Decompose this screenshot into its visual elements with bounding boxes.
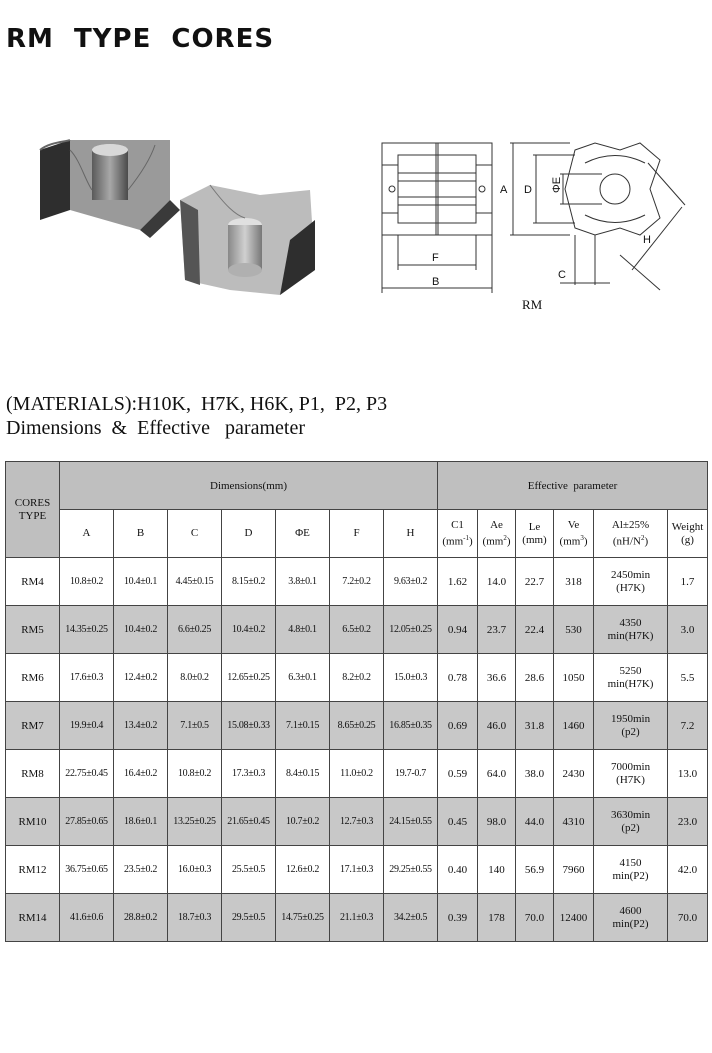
cell-dimension: 4.45±0.15 xyxy=(168,558,222,606)
cell-dimension: 17.1±0.3 xyxy=(330,846,384,894)
cell-effective: 140 xyxy=(478,846,516,894)
cell-dimension: 15.08±0.33 xyxy=(222,702,276,750)
cell-core-type: RM8 xyxy=(6,750,60,798)
top-view xyxy=(510,143,685,290)
cell-effective: 22.7 xyxy=(516,558,554,606)
cell-effective: 38.0 xyxy=(516,750,554,798)
cell-dimension: 8.65±0.25 xyxy=(330,702,384,750)
cell-al: 4150 min(P2) xyxy=(594,846,668,894)
cell-dimension: 7.1±0.15 xyxy=(276,702,330,750)
cell-effective: 1.62 xyxy=(438,558,478,606)
col-dim-1: B xyxy=(114,510,168,558)
label-h: H xyxy=(643,234,651,246)
cell-effective: 1460 xyxy=(554,702,594,750)
cell-dimension: 6.5±0.2 xyxy=(330,606,384,654)
section-subtitle: Dimensions & Effective parameter xyxy=(6,417,305,439)
table-row xyxy=(6,702,708,750)
table-row xyxy=(6,606,708,654)
cell-effective: 28.6 xyxy=(516,654,554,702)
cell-al: 4350 min(H7K) xyxy=(594,606,668,654)
cell-effective: 64.0 xyxy=(478,750,516,798)
cell-dimension: 10.8±0.2 xyxy=(60,558,114,606)
materials-line: (MATERIALS):H10K, H7K, H6K, P1, P2, P3 xyxy=(6,393,388,415)
col-cores-type: CORES TYPE xyxy=(6,462,60,558)
cell-effective: 14.0 xyxy=(478,558,516,606)
cell-dimension: 13.25±0.25 xyxy=(168,798,222,846)
cell-al: 2450min (H7K) xyxy=(594,558,668,606)
cell-effective: 22.4 xyxy=(516,606,554,654)
cell-effective: 0.39 xyxy=(438,894,478,942)
table-row xyxy=(6,654,708,702)
col-eff-0: C1 $(mm^{-1})$ xyxy=(438,510,478,558)
col-dim-5: F xyxy=(330,510,384,558)
dimensions-group-header: Dimensions(mm) xyxy=(60,462,438,510)
cell-effective: 46.0 xyxy=(478,702,516,750)
cell-effective: 98.0 xyxy=(478,798,516,846)
cell-dimension: 8.0±0.2 xyxy=(168,654,222,702)
cell-dimension: 16.4±0.2 xyxy=(114,750,168,798)
cell-effective: 12400 xyxy=(554,894,594,942)
cell-dimension: 12.05±0.25 xyxy=(384,606,438,654)
col-eff-4: Al±25% $(nH/N^2)$ xyxy=(594,510,668,558)
cell-dimension: 19.9±0.4 xyxy=(60,702,114,750)
cell-dimension: 7.2±0.2 xyxy=(330,558,384,606)
cell-dimension: 18.7±0.3 xyxy=(168,894,222,942)
cell-dimension: 17.6±0.3 xyxy=(60,654,114,702)
rm-core-diagram xyxy=(370,125,700,325)
cell-dimension: 11.0±0.2 xyxy=(330,750,384,798)
col-dim-0: A xyxy=(60,510,114,558)
diagram-caption: RM xyxy=(522,297,543,312)
cell-weight: 23.0 xyxy=(668,798,708,846)
cell-dimension: 8.2±0.2 xyxy=(330,654,384,702)
cell-dimension: 18.6±0.1 xyxy=(114,798,168,846)
cell-dimension: 7.1±0.5 xyxy=(168,702,222,750)
cell-effective: 7960 xyxy=(554,846,594,894)
cell-weight: 70.0 xyxy=(668,894,708,942)
cell-weight: 7.2 xyxy=(668,702,708,750)
cell-dimension: 10.4±0.1 xyxy=(114,558,168,606)
cell-dimension: 4.8±0.1 xyxy=(276,606,330,654)
table-row xyxy=(6,846,708,894)
table-row xyxy=(6,558,708,606)
cell-al: 5250 min(H7K) xyxy=(594,654,668,702)
cell-effective: 0.94 xyxy=(438,606,478,654)
label-d: D xyxy=(524,184,532,196)
cell-dimension: 10.7±0.2 xyxy=(276,798,330,846)
table-row xyxy=(6,798,708,846)
cell-dimension: 10.8±0.2 xyxy=(168,750,222,798)
table-row xyxy=(6,750,708,798)
cell-dimension: 9.63±0.2 xyxy=(384,558,438,606)
cell-effective: 36.6 xyxy=(478,654,516,702)
cell-dimension: 22.75±0.45 xyxy=(60,750,114,798)
cell-al: 7000min (H7K) xyxy=(594,750,668,798)
cell-dimension: 12.6±0.2 xyxy=(276,846,330,894)
cell-core-type: RM6 xyxy=(6,654,60,702)
cell-dimension: 14.35±0.25 xyxy=(60,606,114,654)
cell-dimension: 19.7-0.7 xyxy=(384,750,438,798)
cell-dimension: 10.4±0.2 xyxy=(222,606,276,654)
cell-core-type: RM14 xyxy=(6,894,60,942)
cell-effective: 1050 xyxy=(554,654,594,702)
cell-effective: 23.7 xyxy=(478,606,516,654)
front-view xyxy=(382,143,492,293)
cell-dimension: 34.2±0.5 xyxy=(384,894,438,942)
cell-core-type: RM7 xyxy=(6,702,60,750)
cell-effective: 70.0 xyxy=(516,894,554,942)
cell-dimension: 14.75±0.25 xyxy=(276,894,330,942)
cell-dimension: 17.3±0.3 xyxy=(222,750,276,798)
col-dim-6: H xyxy=(384,510,438,558)
cell-al: 3630min (p2) xyxy=(594,798,668,846)
cell-core-type: RM10 xyxy=(6,798,60,846)
cell-dimension: 3.8±0.1 xyxy=(276,558,330,606)
cell-effective: 44.0 xyxy=(516,798,554,846)
label-f: F xyxy=(432,252,439,264)
cell-effective: 0.78 xyxy=(438,654,478,702)
cell-core-type: RM5 xyxy=(6,606,60,654)
cell-dimension: 29.5±0.5 xyxy=(222,894,276,942)
cell-dimension: 27.85±0.65 xyxy=(60,798,114,846)
cell-dimension: 6.6±0.25 xyxy=(168,606,222,654)
cell-effective: 318 xyxy=(554,558,594,606)
cell-dimension: 29.25±0.55 xyxy=(384,846,438,894)
col-eff-5: Weight (g) xyxy=(668,510,708,558)
cell-effective: 178 xyxy=(478,894,516,942)
cell-effective: 4310 xyxy=(554,798,594,846)
cell-al: 4600 min(P2) xyxy=(594,894,668,942)
cell-dimension: 36.75±0.65 xyxy=(60,846,114,894)
core-half-left xyxy=(40,140,180,238)
cell-dimension: 8.15±0.2 xyxy=(222,558,276,606)
cell-dimension: 8.4±0.15 xyxy=(276,750,330,798)
cell-effective: 0.69 xyxy=(438,702,478,750)
cell-dimension: 6.3±0.1 xyxy=(276,654,330,702)
cell-dimension: 25.5±0.5 xyxy=(222,846,276,894)
cell-dimension: 21.1±0.3 xyxy=(330,894,384,942)
cell-effective: 0.45 xyxy=(438,798,478,846)
cell-weight: 42.0 xyxy=(668,846,708,894)
cell-effective: 0.40 xyxy=(438,846,478,894)
label-b: B xyxy=(432,276,440,288)
materials-block xyxy=(6,392,387,440)
cell-effective: 2430 xyxy=(554,750,594,798)
col-eff-1: Ae $(mm^2)$ xyxy=(478,510,516,558)
rm-specs-table xyxy=(5,461,708,942)
effective-group-header: Effective parameter xyxy=(438,462,708,510)
cell-core-type: RM4 xyxy=(6,558,60,606)
col-dim-3: D xyxy=(222,510,276,558)
cell-dimension: 41.6±0.6 xyxy=(60,894,114,942)
cell-weight: 13.0 xyxy=(668,750,708,798)
core-half-right xyxy=(180,185,315,295)
cell-effective: 530 xyxy=(554,606,594,654)
cell-dimension: 15.0±0.3 xyxy=(384,654,438,702)
cell-dimension: 10.4±0.2 xyxy=(114,606,168,654)
cell-dimension: 21.65±0.45 xyxy=(222,798,276,846)
cell-dimension: 16.0±0.3 xyxy=(168,846,222,894)
cell-core-type: RM12 xyxy=(6,846,60,894)
cell-weight: 1.7 xyxy=(668,558,708,606)
cell-al: 1950min (p2) xyxy=(594,702,668,750)
cell-dimension: 12.7±0.3 xyxy=(330,798,384,846)
page-title: RM TYPE CORES xyxy=(6,24,275,54)
cell-dimension: 12.65±0.25 xyxy=(222,654,276,702)
cell-dimension: 24.15±0.55 xyxy=(384,798,438,846)
table-row xyxy=(6,894,708,942)
col-eff-2: Le (mm) xyxy=(516,510,554,558)
cell-effective: 0.59 xyxy=(438,750,478,798)
cell-dimension: 16.85±0.35 xyxy=(384,702,438,750)
col-dim-2: C xyxy=(168,510,222,558)
cell-weight: 5.5 xyxy=(668,654,708,702)
col-dim-4: ΦE xyxy=(276,510,330,558)
cell-dimension: 12.4±0.2 xyxy=(114,654,168,702)
label-e: ΦE xyxy=(551,176,563,193)
cell-dimension: 28.8±0.2 xyxy=(114,894,168,942)
cell-dimension: 13.4±0.2 xyxy=(114,702,168,750)
cell-dimension: 23.5±0.2 xyxy=(114,846,168,894)
cell-effective: 31.8 xyxy=(516,702,554,750)
label-c: C xyxy=(558,269,566,281)
col-eff-3: Ve $(mm^3)$ xyxy=(554,510,594,558)
cell-effective: 56.9 xyxy=(516,846,554,894)
rm-core-photo xyxy=(30,120,330,320)
cell-weight: 3.0 xyxy=(668,606,708,654)
label-a: A xyxy=(500,184,508,196)
